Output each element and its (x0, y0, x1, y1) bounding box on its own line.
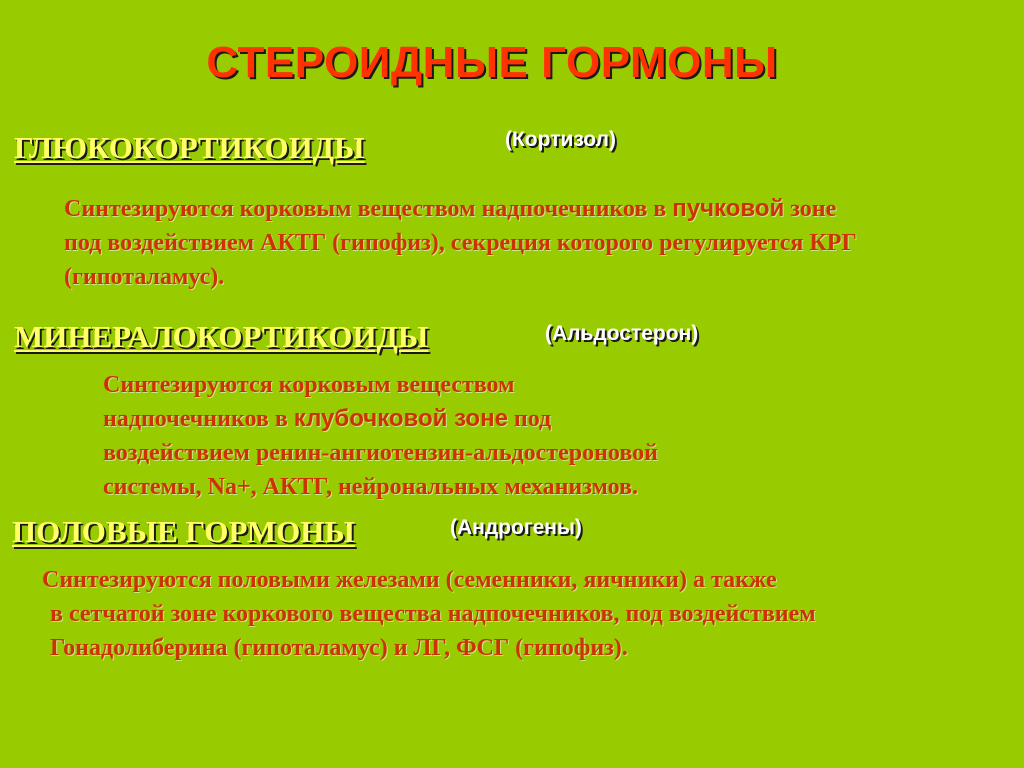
paragraph-line: в сетчатой зоне коркового вещества надпочечников, под воздействием (50, 601, 816, 627)
example-cortisol: (Кортизол) (505, 128, 616, 151)
heading-mineralocorticoids: МИНЕРАЛОКОРТИКОИДЫ (14, 319, 429, 354)
paragraph-glucocorticoids (64, 192, 857, 294)
text-fragment: надпочечников в (103, 406, 294, 432)
paragraph-line: (гипоталамус). (64, 264, 225, 290)
example-androgens: (Андрогены) (450, 516, 582, 539)
highlight-zone: пучковой (672, 195, 785, 222)
paragraph-mineralocorticoids (103, 368, 658, 504)
heading-sex-hormones: ПОЛОВЫЕ ГОРМОНЫ (12, 514, 355, 549)
text-fragment: зоне (784, 196, 837, 222)
highlight-zone: клубочковой зоне (293, 405, 508, 432)
paragraph-line: системы, Na+, АКТГ, нейрональных механизмов. (103, 474, 638, 500)
heading-glucocorticoids: ГЛЮКОКОРТИКОИДЫ (14, 130, 365, 165)
paragraph-line: под воздействием АКТГ (гипофиз), секреция которого регулируется КРГ (64, 230, 857, 256)
paragraph-line: Синтезируются половыми железами (семенники, яичники) а также (42, 567, 777, 593)
paragraph-line (103, 402, 658, 436)
page-title: СТЕРОИДНЫЕ ГОРМОНЫ (206, 38, 778, 87)
example-aldosterone: (Альдостерон) (545, 322, 699, 345)
paragraph-line: Гонадолиберина (гипоталамус) и ЛГ, ФСГ (гипофиз). (50, 635, 628, 661)
paragraph-line (64, 192, 857, 226)
paragraph-line: воздействием ренин-ангиотензин-альдостероновой (103, 440, 658, 466)
text-fragment: Синтезируются корковым веществом надпочечников в (64, 196, 673, 222)
paragraph-line: Синтезируются корковым веществом (103, 372, 515, 398)
text-fragment: под (507, 406, 552, 432)
paragraph-sex-hormones (42, 563, 816, 665)
